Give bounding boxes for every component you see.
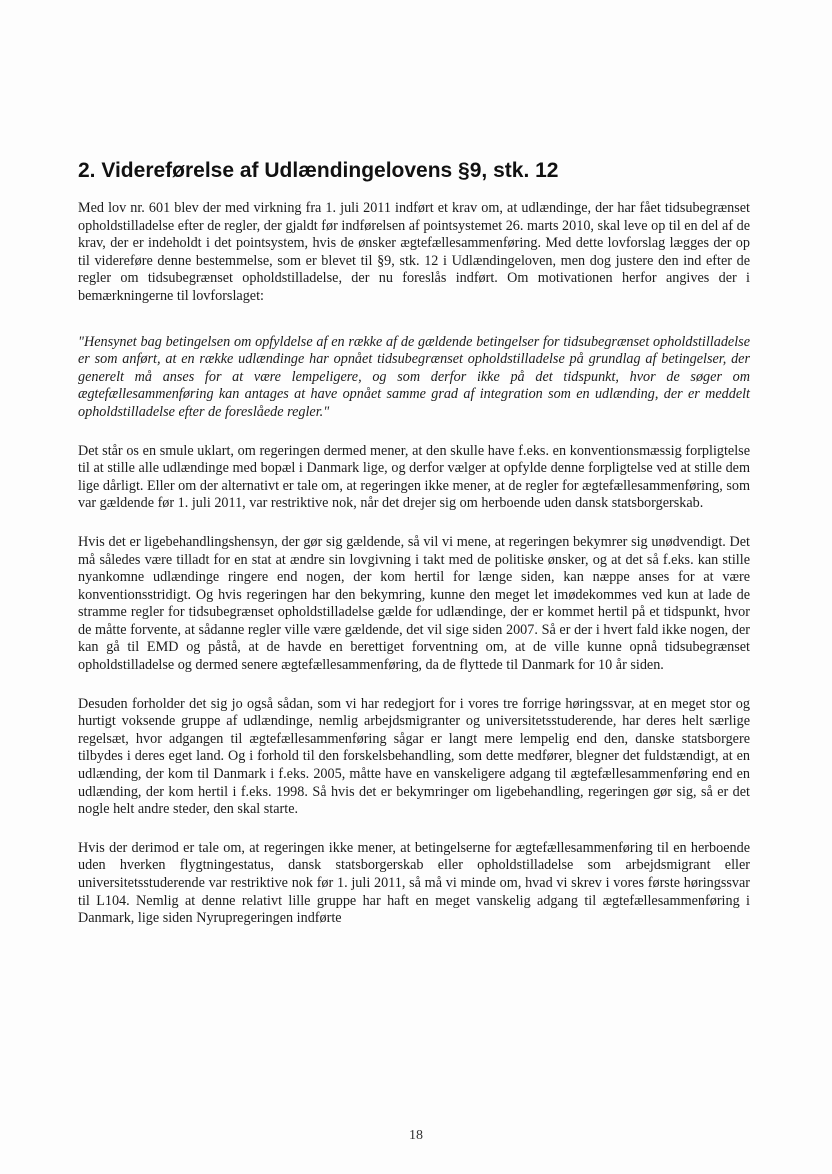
paragraph-restrictive: Hvis der derimod er tale om, at regeringen ikke mener, at betingelserne for ægtefællesammenføring til en herboende uden hverken flygtningestatus, dansk statsborgerskab eller opholdstilladelse som arbejdsmigrant eller universitetsstuderende var restriktive nok før 1. juli 2011, så må vi minde om, hvad vi skrev i vores første høringssvar til L104. Nemlig at denne relativt lille gruppe har haft en meget vanskelig adgang til ægtefællesammenføring i Danmark, lige siden Nyrupregeringen indførte: [78, 839, 750, 927]
page-number: 18: [409, 1128, 423, 1143]
paragraph-furthermore: Desuden forholder det sig jo også sådan, som vi har redegjort for i vores tre forrige høringssvar, at en meget stor og hurtigt voksende gruppe af udlændinge, nemlig arbejdsmigranter og universitetsstuderende, har deres helt særlige regelsæt, hvor adgangen til ægtefællesammenføring sågar er langt mere lempelig end den, danske statsborgere tilbydes i deres eget land. Og i forhold til den forskelsbehandling, som dette medfører, blegner det fuldstændigt, at en udlænding, der kom til Danmark i f.eks. 2005, måtte have en vanskeligere adgang til ægtefællesammenføring end en udlænding, der kom hertil i f.eks. 1998. Så hvis det er bekymringer om ligebehandling, regeringen gør sig, så er det nogle helt andre steder, den skal starte.: [78, 695, 750, 818]
block-quote: "Hensynet bag betingelsen om opfyldelse af en række af de gældende betingelser for tidsubegrænset opholdstilladelse er som anført, at en række udlændinge har opnået tidsubegrænset opholdstilladelse på grundlag af betingelser, der generelt må anses for at være lempeligere, og som derfor ikke på det tidspunkt, hvor de søger om ægtefællesammenføring kan antages at have opnået samme grad af integration som en udlænding, der er meddelt opholdstilladelse efter de foreslåede regler.": [78, 333, 750, 420]
paragraph-equal-treatment: Hvis det er ligebehandlingshensyn, der gør sig gældende, så vil vi mene, at regeringen bekymrer sig unødvendigt. Det må således være tilladt for en stat at ændre sin lovgivning i takt med de politiske ønsker, og at det så f.eks. kan stille nyankomne udlændinge ringere end nogen, der kom hertil for længe siden, kan næppe anses for at være konventionsstridigt. Og hvis regeringen har den bekymring, kunne den meget let imødekommes ved kun at lade de stramme regler for tidsubegrænset opholdstilladelse gælde for udlændinge, der er kommet hertil på et tidspunkt, hvor de måtte forvente, at sådanne regler ville være gældende, det vil sige siden 2007. Så er der i hvert fald ikke nogen, der kan gå til EMD og påstå, at de havde en berettiget forventning om, at de ville kunne opnå tidsubegrænset opholdstilladelse og dermed senere ægtefællesammenføring, da de flyttede til Danmark for 10 år siden.: [78, 533, 750, 674]
page-content: [78, 158, 750, 949]
paragraph-intro: Med lov nr. 601 blev der med virkning fra 1. juli 2011 indført et krav om, at udlændinge, der har fået tidsubegrænset opholdstilladelse efter de regler, der gjaldt før indførelsen af pointsystemet 26. marts 2010, skal leve op til en del af de krav, der er indeholdt i det pointsystem, hvis de ønsker ægtefællesammenføring. Med dette lovforslag lægges der op til videreføre denne bestemmelse, som er blevet til §9, stk. 12 i Udlændingeloven, men dog justere den ind efter de regler om tidsubegrænset opholdstilladelse, der nu foreslås indført. Om motivationen herfor angives der i bemærkningerne til lovforslaget:: [78, 200, 750, 304]
section-heading: 2. Videreførelse af Udlændingelovens §9, stk. 12: [78, 159, 559, 182]
paragraph-unclear: Det står os en smule uklart, om regeringen dermed mener, at den skulle have f.eks. en konventionsmæssig forpligtelse til at stille alle udlændinge med bopæl i Danmark lige, og derfor vælger at opfylde denne forpligtelse ved at stille dem lige dårligt. Eller om der alternativt er tale om, at regeringen ikke mener, at de regler for ægtefællesammenføring, som var gældende før 1. juli 2011, var restriktive nok, når det drejer sig om herboende uden dansk statsborgerskab.: [78, 442, 750, 512]
